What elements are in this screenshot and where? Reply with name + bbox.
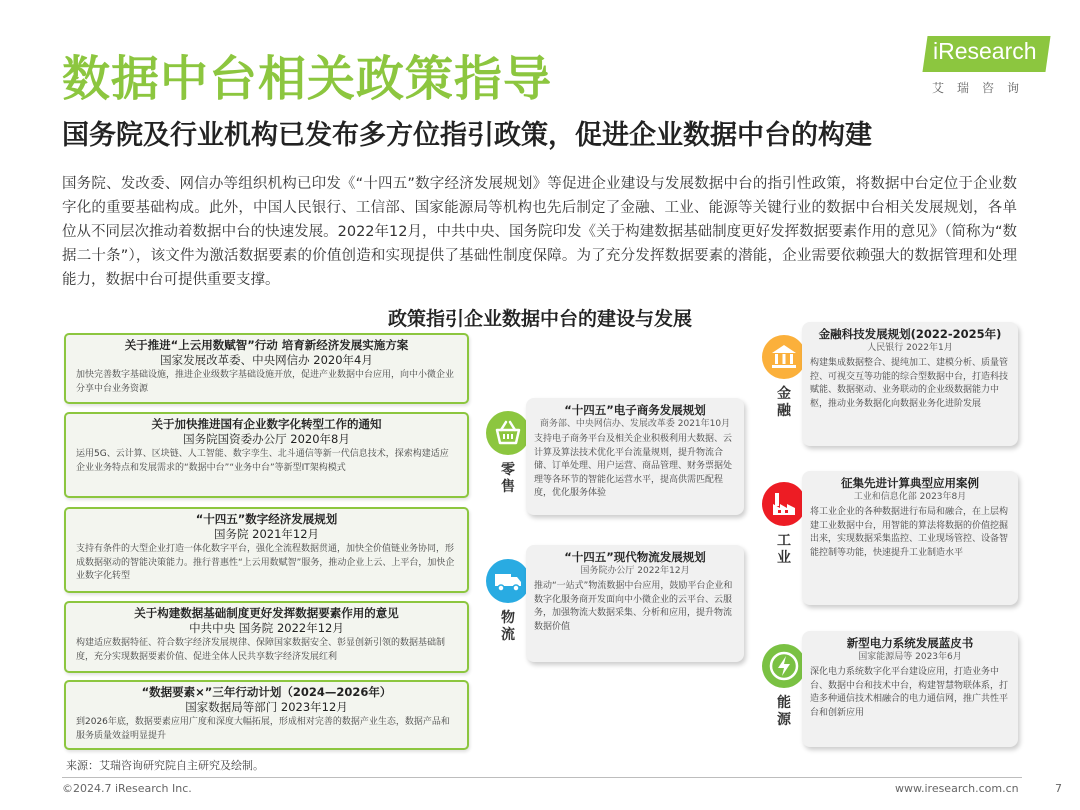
policy-card-left-4	[64, 601, 469, 673]
policy-title: 金融科技发展规划(2022-2025年)	[818, 327, 1002, 341]
policy-source: 国务院办公厅 2022年12月	[580, 566, 690, 576]
policy-body: 推动“一站式”物流数据中台应用，鼓励平台企业和数字化服务商开发面向中小微企业的云平台、云服务，加强物流大数据采集、分析和应用，提升物流数据价值	[534, 581, 733, 632]
policy-source: 商务部、中央网信办、发展改革委 2021年10月	[539, 419, 731, 429]
policy-card-industry	[802, 471, 1018, 605]
policy-title: “十四五”数字经济发展规划	[195, 512, 338, 526]
policy-title: 关于推进“上云用数赋智”行动 培育新经济发展实施方案	[124, 338, 409, 352]
policy-title: “十四五”电子商务发展规划	[564, 403, 706, 417]
policy-body: 深化电力系统数字化平台建设应用，打造业务中台、数据中台和技术中台，构建智慧物联体系，打造多种通信技术相融合的电力通信网，推广共性平台和创新应用	[810, 667, 1009, 718]
policy-body: 运用5G、云计算、区块链、人工智能、数字孪生、北斗通信等新一代信息技术，探索构建适应企业业务特点和发展需求的“数据中台”“业务中台”等新型IT架构模式	[76, 449, 449, 473]
intro-paragraph: 国务院、发改委、网信办等组织机构已印发《“十四五”数字经济发展规划》等促进企业建设与发展数据中台的指引性政策，将数据中台定位于企业数字化的重要基础构成。此外，中国人民银行、工信部、国家能源局等机构也先后制定了金融、工业、能源等关键行业的数据中台相关发展规划，各单位从不同层次推动着数据中台的快速发展。2022年12月，中共中央、国务院印发《关于构建数据基础制度更好发挥数据要素作用的意见》（简称为“数据二十条”），该文件为激活数据要素的价值创造和实现提供了基础性制度保障。为了充分发挥数据要素的潜能，企业需要依赖强大的数据管理和处理能力，数据中台可提供重要支撑。	[62, 176, 1017, 288]
policy-title: 关于加快推进国有企业数字化转型工作的通知	[151, 417, 382, 431]
page-subtitle: 国务院及行业机构已发布多方位指引政策，促进企业数据中台的构建	[62, 120, 872, 151]
policy-body: 加快完善数字基础设施，推进企业级数字基础设施开放，促进产业数据中台应用，向中小微企业分享中台业务资源	[76, 370, 455, 394]
policy-card-retail	[526, 398, 744, 515]
factory-icon	[762, 482, 806, 526]
policy-body: 将工业企业的各种数据进行布局和融合，在上层构建工业数据中台，用智能的算法将数据的价值挖掘出来，实现数据采集监控、工业现场管控、设备智能控制等功能，快速提升工业制造水平	[810, 507, 1009, 558]
policy-source: 国务院国资委办公厅 2020年8月	[183, 432, 350, 446]
sector-label-retail: 零售	[501, 462, 515, 495]
policy-source: 国家数据局等部门 2023年12月	[185, 700, 348, 714]
policy-title: “数据要素×”三年行动计划（2024—2026年）	[141, 685, 392, 699]
policy-card-energy	[802, 631, 1018, 747]
policy-card-left-2	[64, 412, 469, 498]
sector-label-industry: 工业	[777, 533, 791, 566]
truck-icon	[486, 559, 530, 603]
policy-body: 到2026年底，数据要素应用广度和深度大幅拓展，形成相对完善的数据产业生态，数据产品和服务质量效益明显提升	[76, 717, 450, 741]
basket-icon	[486, 411, 530, 455]
policy-source: 国务院 2021年12月	[213, 527, 320, 541]
diagram-title: 政策指引企业数据中台的建设与发展	[387, 308, 692, 330]
copyright: ©2024.7 iResearch Inc.	[62, 782, 192, 795]
sector-label-energy: 能源	[777, 695, 791, 728]
policy-title: 新型电力系统发展蓝皮书	[846, 636, 974, 650]
policy-source: 人民银行 2022年1月	[867, 343, 953, 353]
policy-card-left-3	[64, 507, 469, 593]
page-title: 数据中台相关政策指导	[62, 51, 553, 107]
policy-card-finance	[802, 322, 1018, 446]
website-link[interactable]: www.iresearch.com.cn	[895, 782, 1019, 795]
page-number: 7	[1055, 782, 1062, 795]
policy-card-left-1	[64, 333, 469, 404]
policy-source: 国家发展改革委、中央网信办 2020年4月	[160, 353, 373, 367]
policy-title: 关于构建数据基础制度更好发挥数据要素作用的意见	[134, 606, 399, 620]
bank-icon	[762, 335, 806, 379]
source-note: 来源：艾瑞咨询研究院自主研究及绘制。	[66, 759, 264, 772]
policy-body: 支持有条件的大型企业打造一体化数字平台，强化全流程数据贯通，加快全价值链业务协同，形成数据驱动的智能决策能力。推行普惠性“上云用数赋智”服务，推动企业上云、上平台，加快企业数字化转型	[76, 544, 455, 581]
policy-card-left-5	[64, 680, 469, 750]
logo-text: iResearch	[933, 38, 1037, 64]
sector-label-logistics: 物流	[501, 610, 515, 643]
policy-body: 支持电子商务平台及相关企业积极利用大数据、云计算及算法技术优化平台流量规则，提升物流合储、订单处理、用户运营、商品管理、财务票据处理等各环节的智能化运营水平，提高供需匹配程度，优化服务体验	[534, 434, 733, 498]
policy-title: 征集先进计算典型应用案例	[841, 476, 979, 490]
policy-body: 构建适应数据特征、符合数字经济发展规律、保障国家数据安全、彰显创新引领的数据基础制度，充分实现数据要素价值、促进全体人民共享数字经济发展红利	[76, 638, 446, 662]
policy-card-logistics	[526, 545, 744, 662]
policy-title: “十四五”现代物流发展规划	[564, 550, 706, 564]
footer-divider	[62, 777, 1022, 778]
policy-source: 国家能源局等 2023年6月	[858, 652, 962, 662]
iresearch-logo	[925, 36, 1050, 96]
policy-source: 工业和信息化部 2023年8月	[853, 492, 967, 502]
logo-chinese-text: 艾瑞咨询	[932, 81, 1033, 95]
sector-label-finance: 金融	[777, 386, 791, 419]
lightning-icon	[762, 644, 806, 688]
policy-body: 构建集成数据整合、提纯加工、建模分析、质量管控、可视交互等功能的综合型数据中台，打造科技赋能、数据驱动、业务联动的企业级数据能力中枢，推动业务数据化向数据业务化进阶发展	[810, 358, 1009, 409]
policy-source: 中共中央 国务院 2022年12月	[189, 621, 344, 635]
